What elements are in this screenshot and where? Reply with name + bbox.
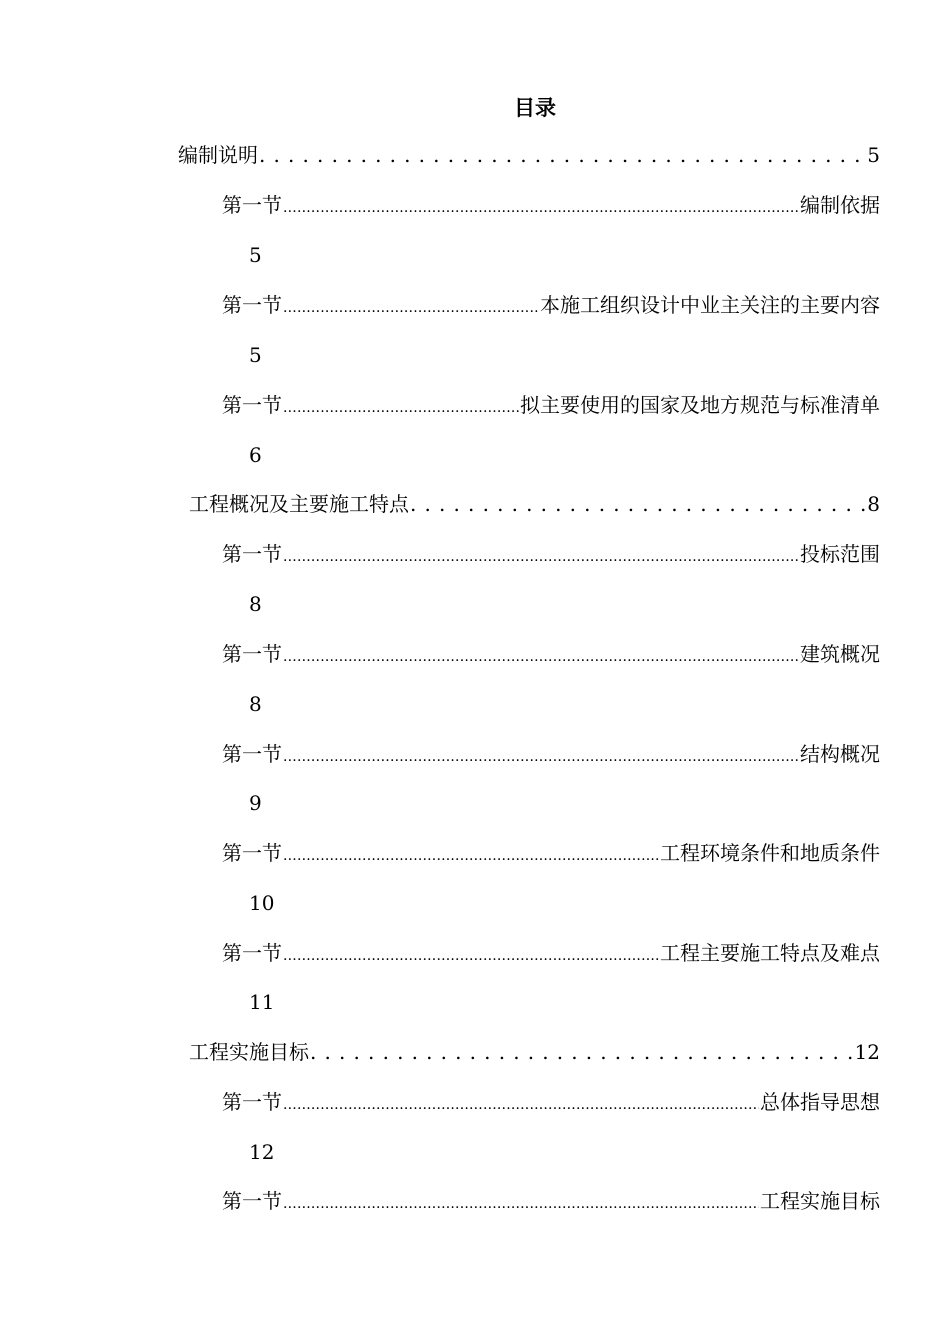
toc-section-entry[interactable]	[222, 1088, 880, 1119]
toc-page-number: 5	[249, 343, 262, 367]
toc-section-entry[interactable]	[222, 540, 880, 571]
toc-section-entry[interactable]	[222, 640, 880, 671]
toc-entry-title: 总体指导思想	[760, 1090, 880, 1114]
dot-leader	[283, 291, 539, 322]
toc-entry-title: 本施工组织设计中业主关注的主要内容	[540, 293, 880, 317]
toc-entry-label: 第一节	[222, 542, 282, 566]
toc-page-number: 6	[249, 443, 262, 467]
toc-page-number: 12	[249, 1140, 275, 1164]
dot-leader	[283, 939, 659, 970]
toc-page-number: 8	[249, 692, 262, 716]
toc-entry-label: 工程概况及主要施工特点	[189, 492, 409, 516]
toc-entry-label: 第一节	[222, 1090, 282, 1114]
toc-entry-label: 第一节	[222, 1189, 282, 1213]
dot-leader	[283, 1187, 759, 1218]
toc-entry-title: 工程实施目标	[760, 1189, 880, 1213]
toc-page-number: 5	[867, 143, 880, 167]
toc-section-entry[interactable]	[222, 391, 880, 422]
toc-entry-title: 投标范围	[800, 542, 880, 566]
toc-title: 目录	[514, 96, 556, 120]
toc-chapter-entry[interactable]	[178, 141, 880, 169]
toc-page-number: 8	[867, 492, 880, 516]
dot-leader	[310, 1038, 854, 1066]
toc-entry-label: 第一节	[222, 393, 282, 417]
toc-entry-label: 第一节	[222, 293, 282, 317]
dot-leader	[410, 490, 866, 518]
toc-entry-title: 工程环境条件和地质条件	[660, 841, 880, 865]
toc-section-entry[interactable]	[222, 291, 880, 322]
toc-section-entry[interactable]	[222, 191, 880, 222]
toc-entry-title: 工程主要施工特点及难点	[660, 941, 880, 965]
dot-leader	[283, 1088, 759, 1119]
dot-leader	[283, 640, 799, 671]
toc-page-number: 10	[249, 891, 275, 915]
toc-entry-label: 第一节	[222, 742, 282, 766]
toc-section-entry[interactable]	[222, 1187, 880, 1218]
dot-leader	[283, 740, 799, 771]
dot-leader	[283, 540, 799, 571]
toc-entry-label: 编制说明	[178, 143, 258, 167]
toc-page-number: 12	[854, 1040, 880, 1064]
toc-entry-title: 建筑概况	[800, 642, 880, 666]
dot-leader	[259, 141, 866, 169]
toc-page-number: 11	[249, 990, 275, 1014]
toc-entry-label: 第一节	[222, 841, 282, 865]
toc-entry-title: 结构概况	[800, 742, 880, 766]
toc-entry-title: 编制依据	[800, 193, 880, 217]
toc-page-number: 8	[249, 592, 262, 616]
dot-leader	[283, 191, 799, 222]
toc-entry-title: 拟主要使用的国家及地方规范与标准清单	[520, 393, 880, 417]
toc-section-entry[interactable]	[222, 939, 880, 970]
dot-leader	[283, 391, 519, 422]
toc-entry-label: 第一节	[222, 941, 282, 965]
dot-leader	[283, 839, 659, 870]
toc-section-entry[interactable]	[222, 839, 880, 870]
toc-entry-label: 第一节	[222, 642, 282, 666]
toc-chapter-entry[interactable]	[189, 490, 880, 518]
toc-section-entry[interactable]	[222, 740, 880, 771]
toc-page-number: 9	[249, 791, 262, 815]
toc-entry-label: 第一节	[222, 193, 282, 217]
toc-page-number: 5	[249, 243, 262, 267]
toc-chapter-entry[interactable]	[189, 1038, 880, 1066]
toc-entry-label: 工程实施目标	[189, 1040, 309, 1064]
